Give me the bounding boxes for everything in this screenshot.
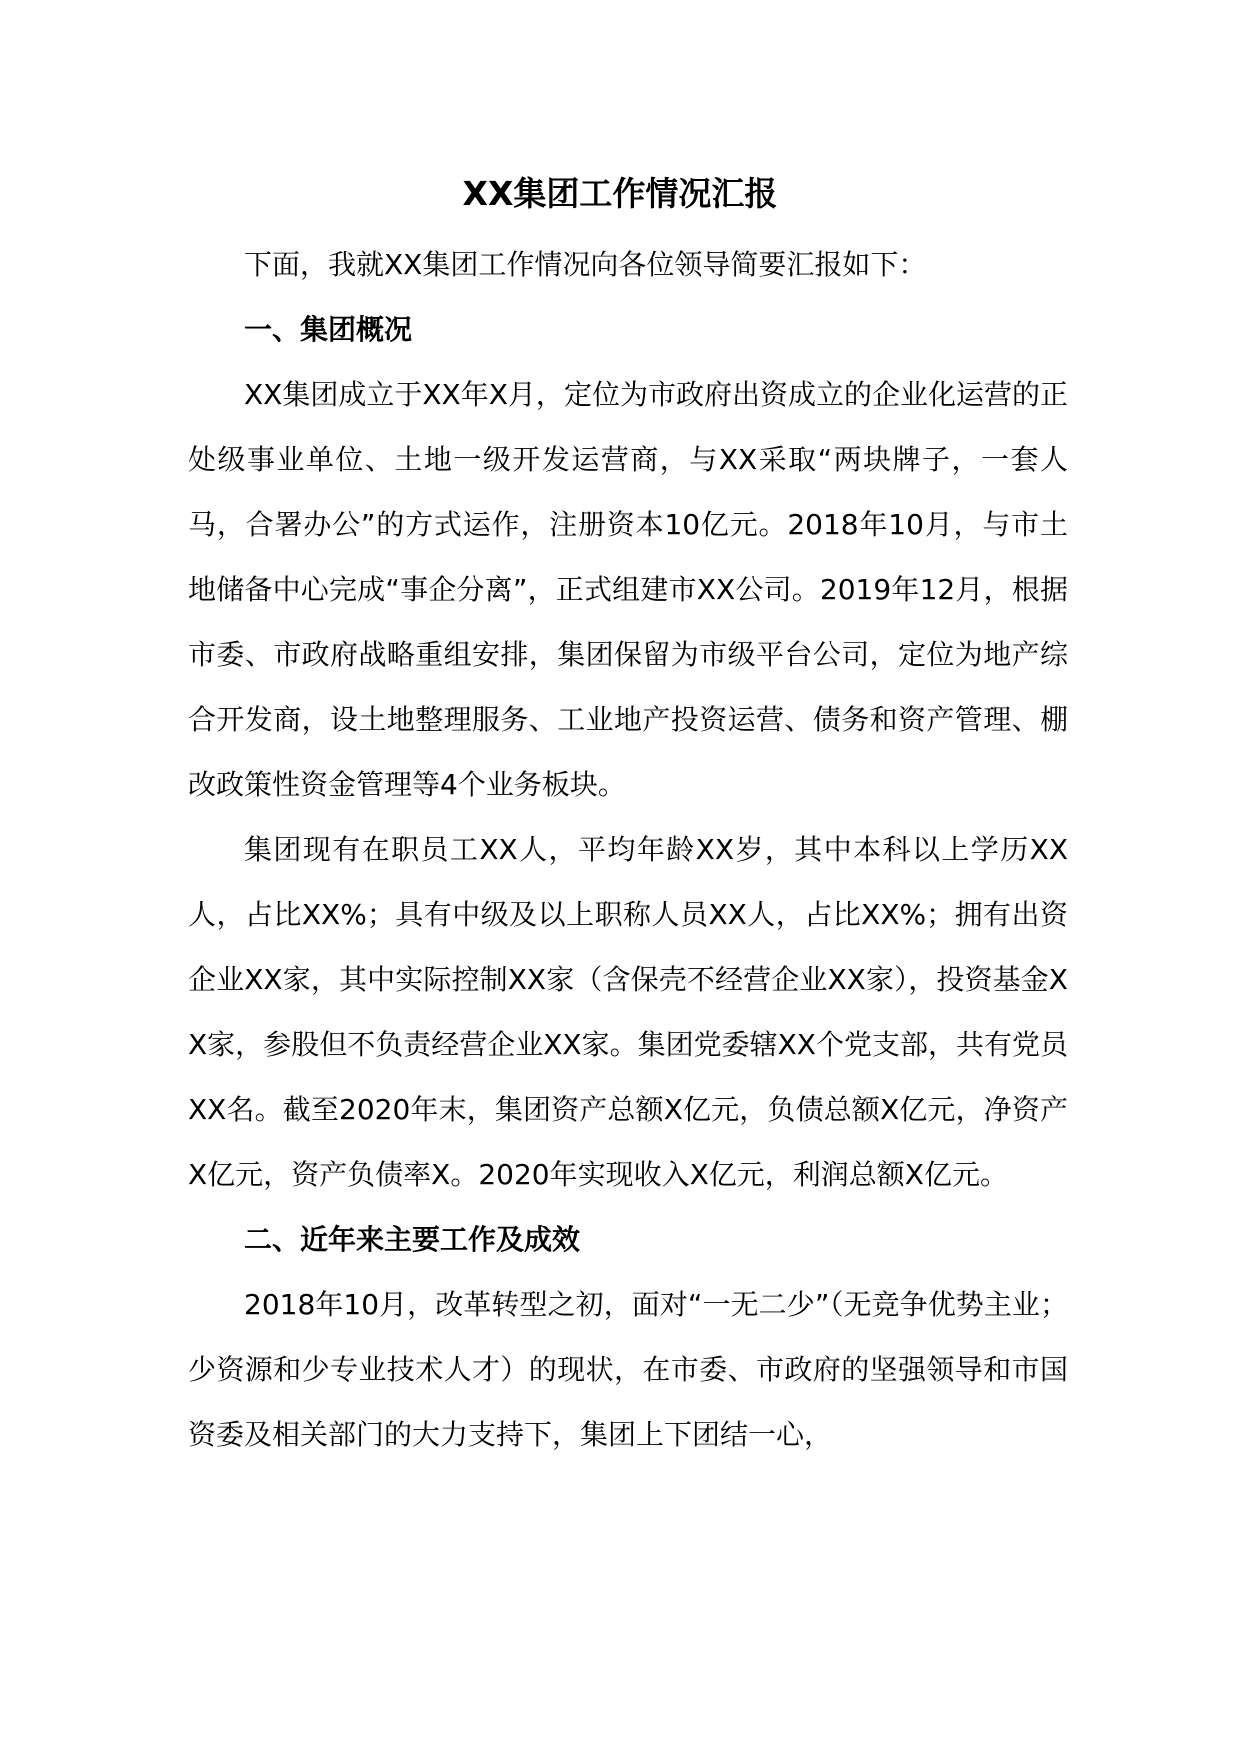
section-heading-overview: 一、集团概况 bbox=[244, 313, 413, 346]
intro-paragraph: 下面，我就XX集团工作情况向各位领导简要汇报如下： bbox=[244, 248, 927, 281]
document-title: XX集团工作情况汇报 bbox=[462, 174, 778, 213]
overview-paragraph-2: 集团现有在职员工XX人，平均年龄XX岁，其中本科以上学历XX人，占比XX%；具有中级及以上职称人员XX人，占比XX%；拥有出资企业XX家，其中实际控制XX家（含保壳不经营企业XX家），投资基金XX家，参股但不负责经营企业XX家。集团党委辖XX个党支部，共有党员XX名。截至2020年末，集团资产总额X亿元，负债总额X亿元，净资产X亿元，资产负债率X。2020年实现收入X亿元，利润总额X亿元。 bbox=[188, 833, 1068, 1191]
section-heading-achievements: 二、近年来主要工作及成效 bbox=[244, 1223, 581, 1256]
overview-paragraph-1: XX集团成立于XX年X月，定位为市政府出资成立的企业化运营的正处级事业单位、土地一级开发运营商，与XX采取“两块牌子，一套人马，合署办公”的方式运作，注册资本10亿元。2018年10月，与市土地储备中心完成“事企分离”，正式组建市XX公司。2019年12月，根据市委、市政府战略重组安排，集团保留为市级平台公司，定位为地产综合开发商，设土地整理服务、工业地产投资运营、债务和资产管理、棚改政策性资金管理等4个业务板块。 bbox=[188, 378, 1068, 801]
document-body bbox=[188, 232, 1068, 1467]
achievements-paragraph-1: 2018年10月，改革转型之初，面对“一无二少”（无竞争优势主业；少资源和少专业技术人才）的现状，在市委、市政府的坚强领导和市国资委及相关部门的大力支持下，集团上下团结一心， bbox=[188, 1288, 1068, 1451]
